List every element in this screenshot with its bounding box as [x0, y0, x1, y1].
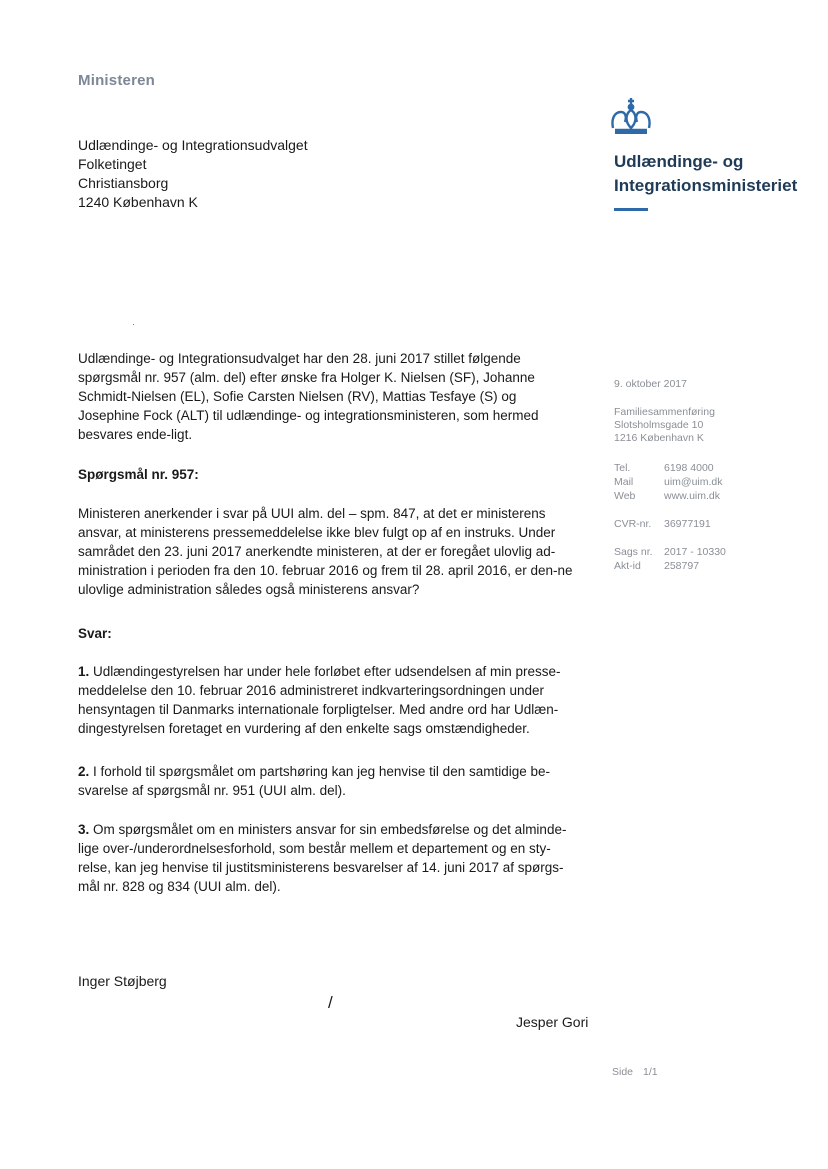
page-number	[612, 1066, 658, 1078]
recipient-line: 1240 København K	[78, 194, 198, 210]
contact-mail	[614, 476, 723, 489]
answer-number: 3.	[78, 822, 90, 837]
contact-web	[614, 490, 720, 503]
answer-item	[78, 820, 578, 896]
akt-label: Akt-id	[614, 560, 641, 572]
page-label: Side	[612, 1066, 634, 1078]
letter-date: 9. oktober 2017	[614, 378, 687, 390]
akt-value: 258797	[664, 560, 700, 572]
answer-text: Udlændingestyrelsen har under hele forløbet efter udsendelsen af min presse-meddelelse den 10. februar 2016 administreret indkvarteringsordningen under hensyntagen til Danmarks internationale forpligtelser. Med andre ord har Udlæn-dingestyrelsen foretaget en vurdering af den enkelte sags omstændigheder.	[78, 664, 561, 736]
department-block	[614, 406, 715, 445]
cvr-number	[614, 518, 711, 531]
department-line: Familiesammenføring	[614, 406, 715, 418]
tel-value: 6198 4000	[664, 462, 714, 474]
minister-signature: Inger Støjberg	[78, 973, 167, 989]
ministry-name-line1: Udlændinge- og	[614, 152, 744, 171]
answer-text: Om spørgsmålet om en ministers ansvar for sin embedsførelse og det alminde-lige over-/underordnelsesforhold, som består mellem et departement og en sty-relse, kan jeg henvise til justitsministerens besvarelser af 14. juni 2017 af spørgs-mål nr. 828 og 834 (UUI alm. del).	[78, 822, 567, 894]
tel-label: Tel.	[614, 462, 631, 474]
recipient-line: Folketinget	[78, 156, 147, 172]
recipient-line: Christiansborg	[78, 175, 169, 191]
department-line: Slotsholmsgade 10	[614, 419, 704, 431]
official-signature: Jesper Gori	[516, 1014, 589, 1030]
sags-value: 2017 - 10330	[664, 546, 726, 558]
department-line: 1216 København K	[614, 432, 704, 444]
recipient-line: Udlændinge- og Integrationsudvalget	[78, 137, 308, 153]
logo-accent-bar	[614, 208, 648, 211]
recipient-address	[78, 136, 308, 212]
answer-item	[78, 662, 578, 738]
page-value: 1/1	[643, 1066, 658, 1078]
scan-speck	[133, 324, 134, 325]
cvr-value: 36977191	[664, 518, 711, 530]
web-value: www.uim.dk	[664, 490, 721, 502]
answer-number: 1.	[78, 664, 90, 679]
mail-label: Mail	[614, 476, 634, 488]
answer-text: I forhold til spørgsmålet om partshøring kan jeg henvise til den samtidige be-svarelse af spørgsmål nr. 951 (UUI alm. del).	[78, 764, 550, 798]
sender-label: Ministeren	[78, 72, 156, 89]
case-number	[614, 546, 726, 559]
answer-number: 2.	[78, 764, 90, 779]
ministry-name-line2: Integrationsministeriet	[614, 176, 798, 195]
crown-icon	[607, 96, 655, 136]
contact-tel	[614, 462, 714, 475]
question-text: Ministeren anerkender i svar på UUI alm. del – spm. 847, at det er ministerens ansvar, at ministerens pressemeddelelse ikke blev fulgt op af en instruks. Under samrådet den 23. juni 2017 anerkendte ministeren, at der er foregået ulovlig ad-ministration i perioden fra den 10. februar 2016 og frem til 28. april 2016, er den-ne ulovlige administration således også ministerens ansvar?	[78, 506, 573, 597]
mail-value: uim@uim.dk	[664, 476, 723, 488]
question-paragraph	[78, 504, 578, 599]
ministry-name	[614, 150, 797, 198]
answer-heading: Svar:	[78, 626, 112, 641]
intro-paragraph	[78, 349, 578, 444]
web-label: Web	[614, 490, 636, 502]
cvr-label: CVR-nr.	[614, 518, 652, 530]
sags-label: Sags nr.	[614, 546, 653, 558]
question-heading: Spørgsmål nr. 957:	[78, 467, 199, 482]
answer-item	[78, 762, 578, 800]
signature-separator: /	[328, 993, 333, 1012]
intro-text: Udlændinge- og Integrationsudvalget har den 28. juni 2017 stillet følgende spørgsmål nr. 957 (alm. del) efter ønske fra Holger K. Nielsen (SF), Johanne Schmidt-Nielsen (EL), Sofie Carsten Nielsen (RV), Mattias Tesfaye (S) og Josephine Fock (ALT) til udlændinge- og integrationsministeren, som hermed besvares ende-ligt.	[78, 351, 539, 442]
document-id	[614, 560, 699, 573]
